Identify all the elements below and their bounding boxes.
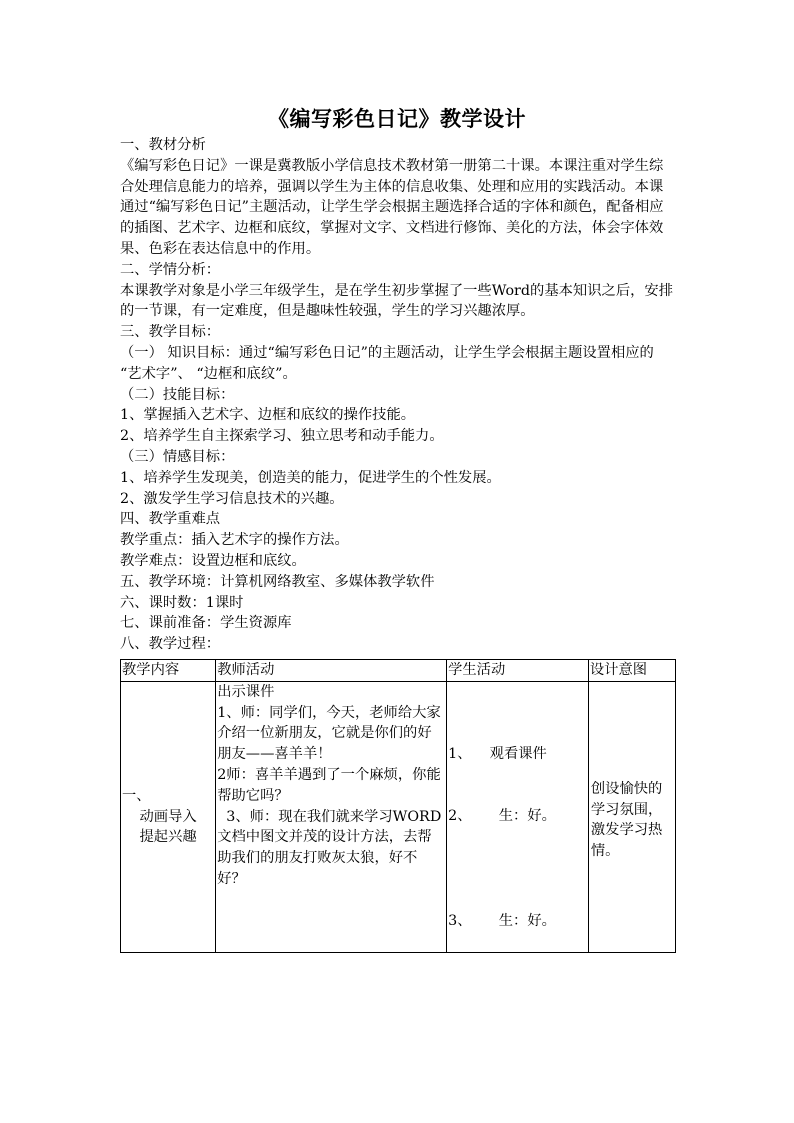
list-item: 1、掌握插入艺术字、边框和底纹的操作技能。 [120, 407, 416, 424]
paragraph: （一） 知识目标：通过“编写彩色日记”的主题活动，让学生学会根据主题设置相应的 “艺术字”、 “边框和底纹”。 [120, 344, 654, 382]
content-label: 动画导入 [139, 808, 197, 825]
content-cell [121, 681, 216, 952]
document-title: 《编写彩色日记》教学设计 [268, 106, 526, 131]
section-heading: 六、课时数：1课时 [120, 594, 244, 611]
subheading: （三）情感目标： [120, 448, 235, 465]
header-cell: 学生活动 [447, 660, 589, 682]
content-number: 一、 [122, 787, 151, 804]
list-item: 2、激发学生学习信息技术的兴趣。 [120, 490, 344, 507]
teacher-line: 出示课件 [217, 683, 275, 700]
table-header-row [121, 660, 676, 682]
teacher-line: 3、师：现在我们就来学习WORD文档中图文并茂的设计方法，去帮助我们的朋友打败灰太狼，好不好？ [217, 808, 442, 887]
student-line: 2、 生：好。 [448, 807, 556, 824]
paragraph: 教学难点：设置边框和底纹。 [120, 552, 306, 569]
header-cell: 教师活动 [216, 660, 447, 682]
teacher-line: 2师：喜羊羊遇到了一个麻烦，你能帮助它吗？ [217, 766, 441, 804]
teacher-cell [216, 681, 447, 952]
section-heading: 五、教学环境：计算机网络教室、多媒体教学软件 [120, 573, 435, 590]
list-item: 2、培养学生自主探索学习、独立思考和动手能力。 [120, 428, 444, 445]
teacher-line: 1、师：同学们，今天，老师给大家介绍一位新朋友，它就是你们的好朋友——喜羊羊！ [217, 704, 441, 763]
section-heading: 三、教学目标： [120, 324, 221, 341]
header-cell: 设计意图 [588, 660, 675, 682]
intent-text: 创设愉快的学习氛围，激发学习热情。 [590, 780, 663, 860]
paragraph: 教学重点：插入艺术字的操作方法。 [120, 532, 349, 549]
section-heading: 二、学情分析： [120, 261, 221, 278]
student-line: 1、 观看课件 [448, 745, 547, 762]
lesson-plan-table [120, 659, 676, 953]
document-body [120, 135, 676, 655]
section-heading: 四、教学重难点 [120, 511, 221, 528]
list-item: 1、培养学生发现美，创造美的能力，促进学生的个性发展。 [120, 469, 501, 486]
table-row [121, 681, 676, 952]
section-heading: 八、教学过程： [120, 636, 221, 653]
paragraph: 《编写彩色日记》一课是冀教版小学信息技术教材第一册第二十课。本课注重对学生综合处理信息能力的培养，强调以学生为主体的信息收集、处理和应用的实践活动。本课通过“编写彩色日记”主题活动，让学生学会根据主题选择合适的字体和颜色，配备相应的插图、艺术字、边框和底纹，掌握对文字、文档进行修饰、美化的方法，体会字体效果、色彩在表达信息中的作用。 [120, 157, 664, 257]
student-cell [447, 681, 589, 952]
subheading: （二）技能目标： [120, 386, 235, 403]
intent-cell [588, 681, 675, 952]
paragraph: 本课教学对象是小学三年级学生，是在学生初步掌握了一些Word的基本知识之后，安排的一节课，有一定难度，但是趣味性较强，学生的学习兴趣浓厚。 [120, 282, 674, 320]
content-label: 提起兴趣 [139, 829, 197, 846]
header-cell: 教学内容 [121, 660, 216, 682]
section-heading: 七、课前准备：学生资源库 [120, 615, 292, 632]
section-heading: 一、教材分析 [120, 137, 206, 153]
student-line: 3、 生：好。 [448, 912, 556, 929]
